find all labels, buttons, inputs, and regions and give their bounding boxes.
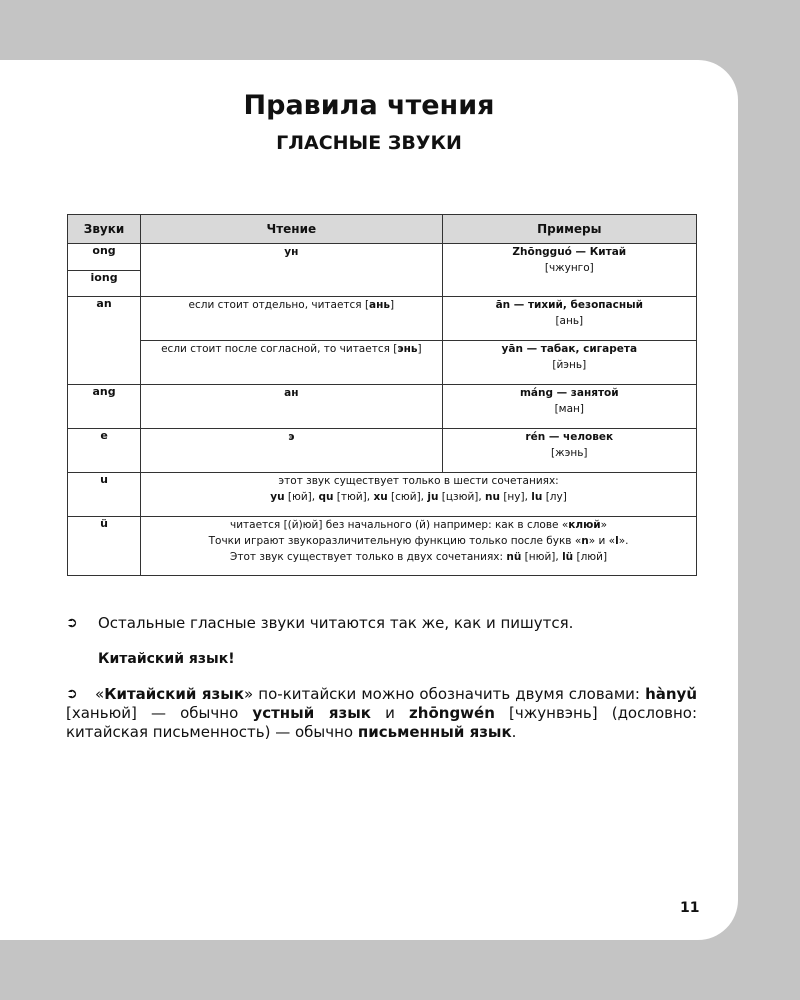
text-bold: zhōngwén [409, 704, 495, 722]
text-bold: Китайский язык [104, 685, 245, 703]
sound-cell: iong [68, 271, 141, 297]
header-sounds: Звуки [68, 215, 141, 244]
combination: yu [270, 491, 285, 503]
text: . [511, 723, 517, 741]
example-cell [442, 341, 696, 385]
text: [чжунвэнь] (дословно: китайская письменность) — обычно [66, 704, 698, 741]
transcription: [юй], [284, 491, 319, 503]
table-header-row [68, 215, 697, 244]
transcription: [тюй], [333, 491, 374, 503]
arrow-bullet-icon: ➲ [66, 615, 78, 631]
note-paragraph [66, 685, 697, 742]
text: [люй] [573, 551, 608, 563]
text: « [95, 685, 105, 703]
sound-cell: e [68, 429, 141, 473]
table-row [68, 385, 697, 429]
combination: xu [373, 491, 388, 503]
reading-bracket: ] [417, 343, 422, 355]
reading-line [141, 517, 696, 533]
reading-text: если стоит отдельно, читается [ [188, 299, 370, 311]
reading-cell: ун [141, 244, 442, 297]
transcription: [цзюй], [438, 491, 486, 503]
page-title: Правила чтения [243, 90, 495, 121]
combinations-line [141, 489, 696, 505]
reading-text: если стоит после согласной, то читается [ [161, 343, 398, 355]
example-transcription: [ань] [555, 315, 584, 327]
table-row [68, 341, 697, 385]
transcription: [сюй], [387, 491, 428, 503]
page-number: 11 [680, 900, 700, 916]
text: » [600, 519, 608, 531]
text: » и « [588, 535, 616, 547]
reading-sound: ань [369, 299, 391, 311]
text: читается [(й)юй] без начального (й) например: как в слове « [229, 519, 569, 531]
text: Точки играют звукоразличительную функцию только после букв « [208, 535, 582, 547]
text-bold: n [581, 535, 589, 547]
reading-cell: ан [141, 385, 442, 429]
note-paragraph: Остальные гласные звуки читаются так же, как и пишутся. [98, 614, 574, 632]
sound-cell: an [68, 297, 141, 385]
reading-bracket: ] [390, 299, 395, 311]
example-cell [442, 244, 696, 297]
table-row [68, 517, 697, 576]
reading-cell [141, 297, 442, 341]
example-word: ān — тихий, безопасный [495, 299, 643, 311]
example-cell [442, 429, 696, 473]
text: [ханьюй] — обычно [66, 704, 253, 722]
transcription: [ну], [500, 491, 532, 503]
example-transcription: [йэнь] [552, 359, 587, 371]
header-examples: Примеры [442, 215, 696, 244]
text-bold: nü [506, 551, 522, 563]
example-word: rén — человек [525, 431, 614, 443]
text-bold: письменный язык [357, 723, 512, 741]
book-page [0, 60, 738, 940]
example-transcription: [чжунго] [544, 262, 594, 274]
reading-line: этот звук существует только в шести сочетаниях: [278, 475, 559, 487]
example-cell [442, 385, 696, 429]
example-transcription: [жэнь] [551, 447, 588, 459]
table-row [68, 244, 697, 271]
page-subtitle: ГЛАСНЫЕ ЗВУКИ [276, 132, 462, 154]
arrow-bullet-icon: ➲ [66, 686, 78, 702]
combination: ju [427, 491, 439, 503]
text-bold: hànyǔ [645, 685, 697, 703]
header-reading: Чтение [141, 215, 442, 244]
text: [нюй], [521, 551, 563, 563]
table-row [68, 429, 697, 473]
reading-sound: энь [397, 343, 418, 355]
combination: lu [531, 491, 543, 503]
combination: qu [318, 491, 334, 503]
reading-cell [141, 517, 697, 576]
note-heading: Китайский язык! [98, 651, 235, 667]
table-row [68, 297, 697, 341]
table-row [68, 473, 697, 517]
text: » по-китайски можно обозначить двумя словами: [244, 685, 646, 703]
sound-cell: ong [68, 244, 141, 271]
reading-line [141, 533, 696, 549]
text-bold: устный язык [252, 704, 371, 722]
text: ». [618, 535, 629, 547]
reading-cell [141, 473, 697, 517]
example-word: Zhōngguó — Китай [512, 246, 627, 258]
reading-cell [141, 341, 442, 385]
transcription: [лу] [542, 491, 567, 503]
text-bold: l [615, 535, 619, 547]
example-word: máng — занятой [519, 387, 619, 399]
reading-cell: э [141, 429, 442, 473]
text-bold: клюй [568, 519, 601, 531]
vowel-rules-table [67, 214, 697, 576]
text-bold: lü [562, 551, 574, 563]
combination: nu [485, 491, 500, 503]
sound-cell: u [68, 473, 141, 517]
sound-cell: ang [68, 385, 141, 429]
example-transcription: [ман] [554, 403, 584, 415]
text: и [370, 704, 410, 722]
text: Этот звук существует только в двух сочетаниях: [230, 551, 507, 563]
sound-cell: ü [68, 517, 141, 576]
reading-line [141, 549, 696, 565]
example-word: yān — табак, сигарета [501, 343, 638, 355]
example-cell [442, 297, 696, 341]
